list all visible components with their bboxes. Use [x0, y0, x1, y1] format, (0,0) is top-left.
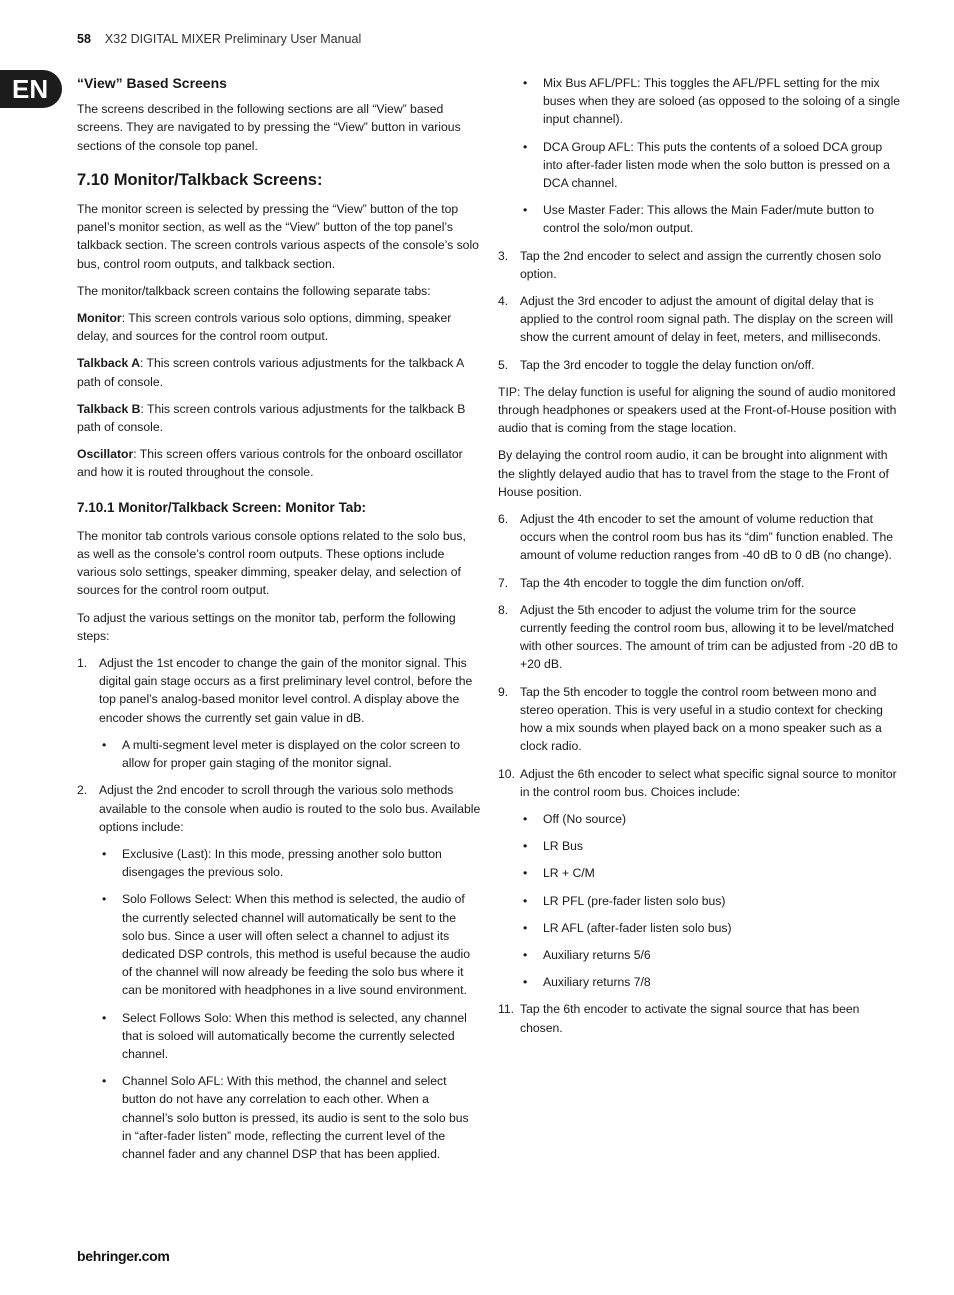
view-screens-heading: “View” Based Screens: [77, 75, 227, 91]
bullet-item: • Exclusive (Last): In this mode, pressing another solo button disengages the previous solo.: [99, 845, 481, 881]
step-number: 6.: [498, 512, 509, 527]
tab-description: [77, 400, 481, 436]
step-item: [498, 356, 904, 374]
steps-list: [77, 654, 481, 1163]
bullet-item: • Off (No source): [520, 810, 904, 828]
step-number: 4.: [498, 294, 509, 309]
step-continued: [498, 74, 904, 238]
step-number: 10.: [498, 766, 515, 781]
monitor-tab-paragraph: The monitor tab controls various console options related to the solo bus, as well as the console’s control room outputs. These options include various solo settings, speaker dimming, speaker delay, and selection of sources for the control room output.: [77, 528, 466, 598]
tab-text: : This screen offers various controls for the onboard oscillator and how it is routed throughout the console.: [77, 447, 463, 480]
step-number: 5.: [498, 357, 509, 372]
step-text: Adjust the 2nd encoder to scroll through the various solo methods available to the console when audio is routed to the solo bus. Available options include:: [99, 783, 481, 834]
step-item: [77, 654, 481, 772]
section-heading: 7.10 Monitor/Talkback Screens:: [77, 170, 323, 189]
bullet-item: • Mix Bus AFL/PFL: This toggles the AFL/PFL setting for the mix buses when they are soloed (as opposed to the soloing of a single input channel).: [520, 74, 904, 129]
page-header: [77, 32, 361, 46]
step-item: [498, 601, 904, 674]
step-item: [498, 574, 904, 592]
step-item: [498, 247, 904, 283]
step-number: 7.: [498, 575, 509, 590]
tip-paragraph: TIP: The delay function is useful for aligning the sound of audio monitored through headphones or speakers used at the Front-of-House position with audio that is coming from the stage location.: [498, 384, 897, 436]
step-text: Tap the 5th encoder to toggle the control room between mono and stereo operation. This is very useful in a studio context for checking how a mix sounds when played back on a mono speaker such as a clock radio.: [520, 684, 883, 754]
step-text: Tap the 3rd encoder to toggle the delay function on/off.: [520, 357, 815, 372]
tab-text: : This screen controls various solo options, dimming, speaker delay, and sources for the control room output.: [77, 311, 452, 344]
steps-intro-paragraph: To adjust the various settings on the monitor tab, perform the following steps:: [77, 610, 456, 643]
steps-list: [498, 510, 904, 1037]
tab-description: [77, 445, 481, 481]
step-text: Adjust the 1st encoder to change the gain of the monitor signal. This digital gain stage occurs as a first preliminary level control, before the top panel’s analog-based monitor level control. A display above the encoder shows the currently set gain value in dB.: [99, 656, 473, 725]
tab-term: Oscillator: [77, 447, 134, 462]
step-item: [77, 781, 481, 1163]
tab-text: : This screen controls various adjustments for the talkback B path of console.: [77, 401, 466, 435]
tab-description: [77, 354, 481, 390]
intro-paragraph: The monitor screen is selected by pressing the “View” button of the top panel’s monitor section, as well as the “View” button of the top panel’s talkback section. The screen controls various aspects of the console’s solo bus, control room outputs, and talkback section.: [77, 202, 479, 271]
bullet-item: • A multi-segment level meter is displayed on the color screen to allow for proper gain staging of the monitor signal.: [99, 736, 481, 772]
step-number: 9.: [498, 684, 509, 699]
bullet-item: • Use Master Fader: This allows the Main Fader/mute button to control the solo/mon output.: [520, 201, 904, 237]
bullet-list: [520, 74, 904, 238]
step-text: Tap the 4th encoder to toggle the dim function on/off.: [520, 575, 805, 590]
bullet-item: • Auxiliary returns 7/8: [520, 973, 904, 991]
tab-term: Talkback A: [77, 356, 140, 371]
step-text: Tap the 2nd encoder to select and assign the currently chosen solo option.: [520, 248, 882, 281]
page-number: 58: [77, 32, 91, 46]
step-item: [498, 292, 904, 347]
continued-steps: [498, 74, 904, 374]
bullet-item: • Auxiliary returns 5/6: [520, 946, 904, 964]
delay-paragraph: By delaying the control room audio, it can be brought into alignment with the slightly delayed audio that has to travel from the stage to the Front of House position.: [498, 448, 889, 499]
step-item: [498, 510, 904, 565]
tab-term: Monitor: [77, 311, 122, 326]
bullet-item: • LR PFL (pre-fader listen solo bus): [520, 892, 904, 910]
step-number: 8.: [498, 602, 509, 617]
manual-title: X32 DIGITAL MIXER Preliminary User Manual: [104, 32, 362, 46]
left-column: [77, 74, 481, 1172]
bullet-list: [99, 845, 481, 1163]
step-text: Adjust the 3rd encoder to adjust the amount of digital delay that is applied to the control room signal path. The display on the screen will show the current amount of delay in feet, meters, and milliseconds.: [520, 294, 894, 345]
step-item: [498, 1000, 904, 1036]
step-item: [498, 683, 904, 756]
subsection-heading: 7.10.1 Monitor/Talkback Screen: Monitor Tab:: [77, 499, 367, 515]
step-number: 11.: [498, 1002, 515, 1017]
step-number: 2.: [77, 783, 88, 798]
bullet-item: • LR Bus: [520, 837, 904, 855]
bullet-list: [99, 736, 481, 772]
step-text: Tap the 6th encoder to activate the signal source that has been chosen.: [520, 1002, 860, 1035]
step-text: Adjust the 6th encoder to select what specific signal source to monitor in the control room bus. Choices include:: [520, 766, 897, 799]
bullet-item: • Channel Solo AFL: With this method, the channel and select button do not have any correlation to each other. When a channel’s solo button is pressed, its audio is sent to the solo bus in “after-fader listen” mode, reflecting the current level of the channel fader and any channel DSP that has been applied.: [99, 1072, 481, 1163]
view-screens-paragraph: The screens described in the following sections are all “View” based screens. They are navigated to by pressing the “View” button in various sections of the console top panel.: [77, 102, 461, 153]
bullet-item: • Select Follows Solo: When this method is selected, any channel that is soloed will automatically become the currently selected channel.: [99, 1009, 481, 1064]
step-item: [498, 765, 904, 992]
source-options-list: [520, 810, 904, 991]
bullet-item: • DCA Group AFL: This puts the contents of a soloed DCA group into after-fader listen mode when the solo button is pressed on a DCA channel.: [520, 138, 904, 193]
bullet-item: • LR AFL (after-fader listen solo bus): [520, 919, 904, 937]
bullet-item: • Solo Follows Select: When this method is selected, the audio of the currently selected channel will automatically be sent to the solo bus. Since a user will often select a channel to adjust its dedicated DSP controls, this method is useful because the audio of the channel will now already be feeding the solo bus where it can be monitored with headphones in a live sound environment.: [99, 890, 481, 999]
brand-footer: behringer.com: [77, 1248, 170, 1264]
step-number: 1.: [77, 656, 88, 671]
language-tab: EN: [0, 70, 62, 108]
tab-description: [77, 309, 481, 345]
tab-term: Talkback B: [77, 401, 141, 416]
tabs-intro-paragraph: The monitor/talkback screen contains the following separate tabs:: [77, 283, 431, 298]
bullet-item: • LR + C/M: [520, 864, 904, 882]
step-text: Adjust the 5th encoder to adjust the volume trim for the source currently feeding the control room bus, allowing it to be level/matched with other sources. The amount of trim can be adjusted from -20 dB to +20 dB.: [520, 602, 898, 672]
step-text: Adjust the 4th encoder to set the amount of volume reduction that occurs when the control room bus has its “dim” function enabled. The amount of volume reduction ranges from -40 dB to 0 dB (no change).: [520, 512, 894, 563]
tab-text: : This screen controls various adjustments for the talkback A path of console.: [77, 356, 464, 389]
step-number: 3.: [498, 248, 509, 263]
right-column: [498, 74, 904, 1046]
